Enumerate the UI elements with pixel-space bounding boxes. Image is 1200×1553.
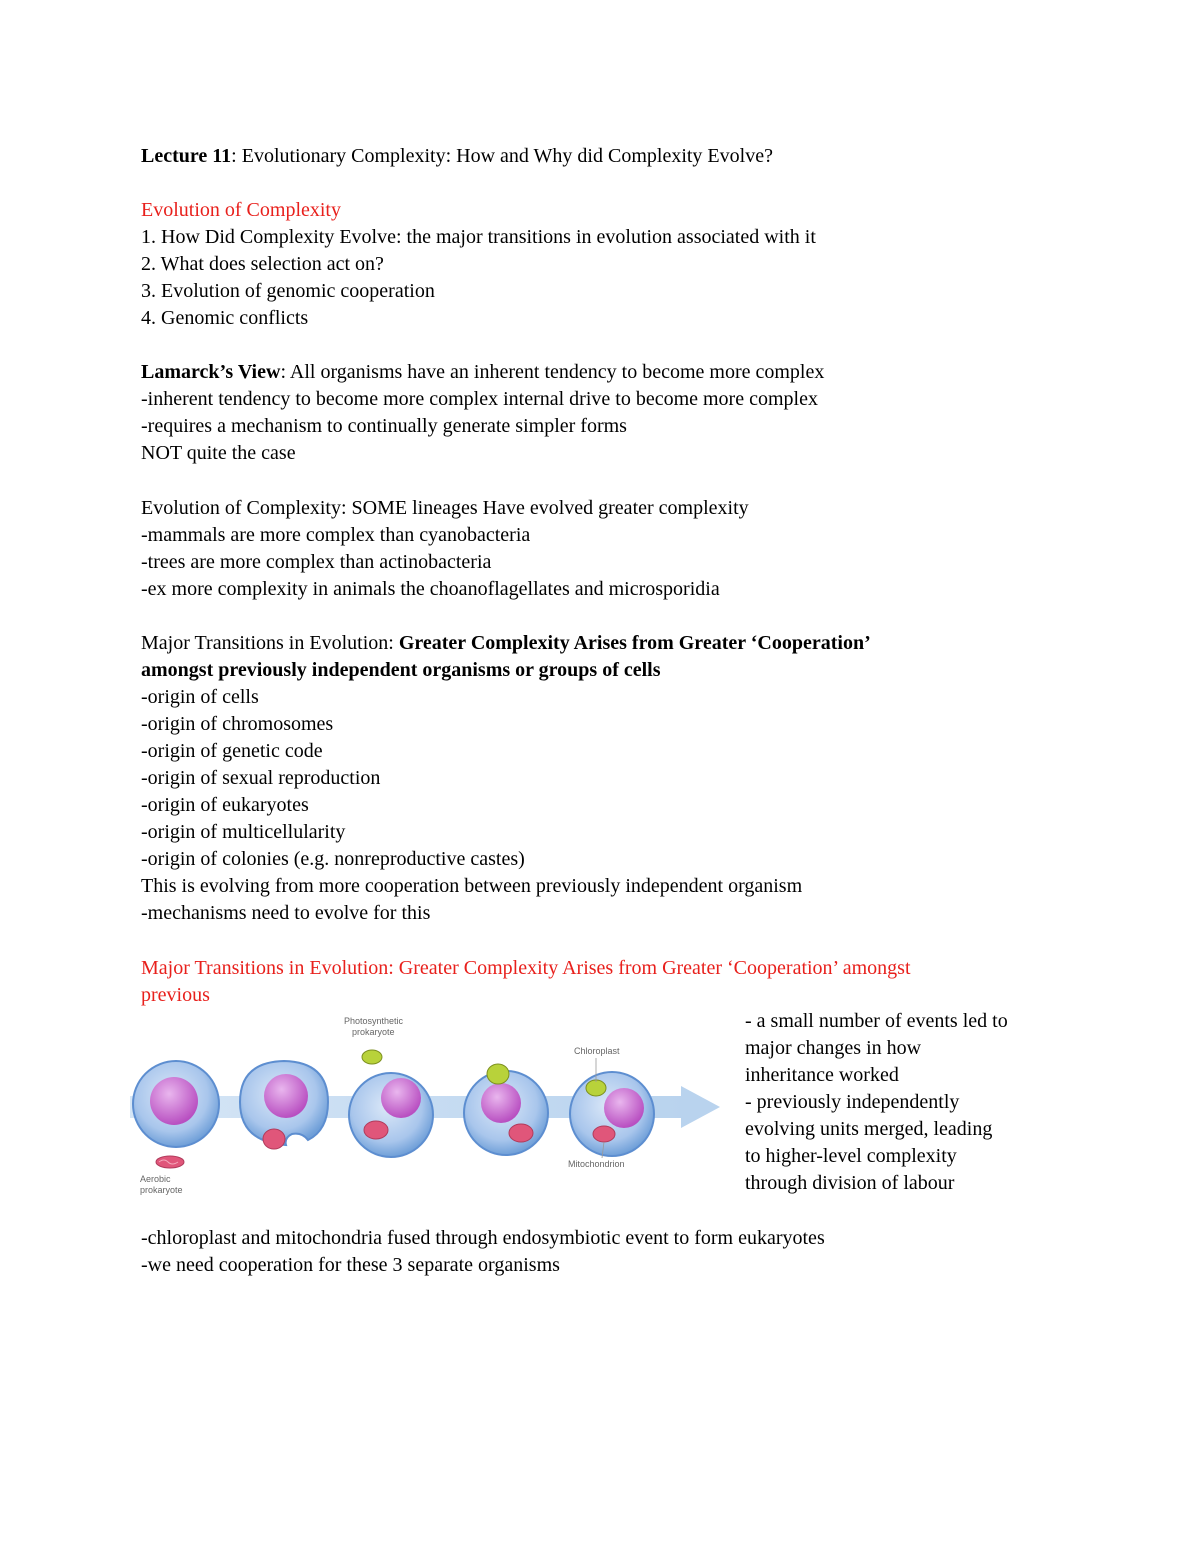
lamarck-line: -inherent tendency to become more complex internal drive to become more complex — [141, 388, 818, 410]
host-cell-2 — [240, 1061, 328, 1149]
lecture-title — [141, 143, 1071, 170]
complexity-line: -mammals are more complex than cyanobacteria — [141, 524, 531, 546]
transitions-line: -mechanisms need to evolve for this — [141, 902, 431, 924]
side-note-line: to higher-level complexity — [745, 1145, 957, 1167]
lamarck-line: -requires a mechanism to continually generate simpler forms — [141, 415, 627, 437]
photosynthetic-label-2: prokaryote — [352, 1027, 395, 1037]
host-cell-4 — [464, 1064, 548, 1155]
figure-side-notes — [745, 1008, 1075, 1197]
outline-item: 2. What does selection act on? — [141, 253, 384, 275]
conclusion-line: -we need cooperation for these 3 separate organisms — [141, 1254, 560, 1276]
transitions2-heading — [141, 955, 1071, 1009]
aerobic-label-1: Aerobic — [140, 1174, 171, 1184]
side-note-line: evolving units merged, leading — [745, 1118, 993, 1140]
lecture-number: Lecture 11 — [141, 145, 232, 167]
lamarck-section — [141, 359, 1071, 467]
outline-item: 4. Genomic conflicts — [141, 307, 309, 329]
transitions-line: -origin of multicellularity — [141, 821, 346, 843]
lamarck-heading-text: : All organisms have an inherent tendency to become more complex — [280, 361, 825, 383]
transitions-bold-1: Greater Complexity Arises from Greater ‘Cooperation’ — [398, 632, 871, 654]
transitions-bold-2: amongst previously independent organisms or groups of cells — [141, 659, 661, 681]
transitions2-heading-line: previous — [141, 984, 210, 1006]
conclusion-section — [141, 1225, 1071, 1279]
transitions-lead: Major Transitions in Evolution: — [141, 632, 399, 654]
host-cell-1 — [133, 1061, 219, 1147]
side-note-line: - previously independently — [745, 1091, 960, 1113]
host-cell-5 — [568, 1046, 654, 1169]
complexity-line: -ex more complexity in animals the choanoflagellates and microsporidia — [141, 578, 720, 600]
complexity-section — [141, 495, 1071, 603]
complexity-heading: Evolution of Complexity: SOME lineages Have evolved greater complexity — [141, 497, 749, 519]
transitions-line: -origin of eukaryotes — [141, 794, 309, 816]
outline-item: 1. How Did Complexity Evolve: the major transitions in evolution associated with it — [141, 226, 816, 248]
lamarck-heading: Lamarck’s View — [141, 361, 281, 383]
chloroplast-label: Chloroplast — [574, 1046, 620, 1056]
transitions-line: -origin of sexual reproduction — [141, 767, 381, 789]
photosynthetic-label-1: Photosynthetic — [344, 1016, 404, 1026]
conclusion-line: -chloroplast and mitochondria fused through endosymbiotic event to form eukaryotes — [141, 1227, 825, 1249]
outline-heading: Evolution of Complexity — [141, 199, 341, 221]
side-note-line: inheritance worked — [745, 1064, 899, 1086]
endosymbiosis-diagram — [126, 1012, 726, 1207]
lecture-title-text: : Evolutionary Complexity: How and Why did Complexity Evolve? — [231, 145, 773, 167]
transitions2-heading-line: Major Transitions in Evolution: Greater Complexity Arises from Greater ‘Cooperation’ amongst — [141, 957, 911, 979]
outline-item: 3. Evolution of genomic cooperation — [141, 280, 435, 302]
aerobic-label-2: prokaryote — [140, 1185, 183, 1195]
host-cell-3 — [349, 1073, 433, 1157]
lamarck-line: NOT quite the case — [141, 442, 296, 464]
aerobic-prokaryote — [140, 1156, 184, 1195]
outline-section — [141, 197, 1071, 332]
endosymbiosis-figure — [126, 1012, 726, 1207]
transitions-line: -origin of cells — [141, 686, 259, 708]
side-note-line: major changes in how — [745, 1037, 922, 1059]
complexity-line: -trees are more complex than actinobacteria — [141, 551, 492, 573]
transitions-line: -origin of genetic code — [141, 740, 323, 762]
transitions-section — [141, 630, 1071, 927]
transitions-line: -origin of chromosomes — [141, 713, 334, 735]
photosynthetic-prokaryote — [344, 1016, 404, 1064]
transitions-line: -origin of colonies (e.g. nonreproductive castes) — [141, 848, 525, 870]
mitochondrion-label: Mitochondrion — [568, 1159, 625, 1169]
transitions-line: This is evolving from more cooperation between previously independent organism — [141, 875, 803, 897]
side-note-line: - a small number of events led to — [745, 1010, 1008, 1032]
side-note-line: through division of labour — [745, 1172, 955, 1194]
